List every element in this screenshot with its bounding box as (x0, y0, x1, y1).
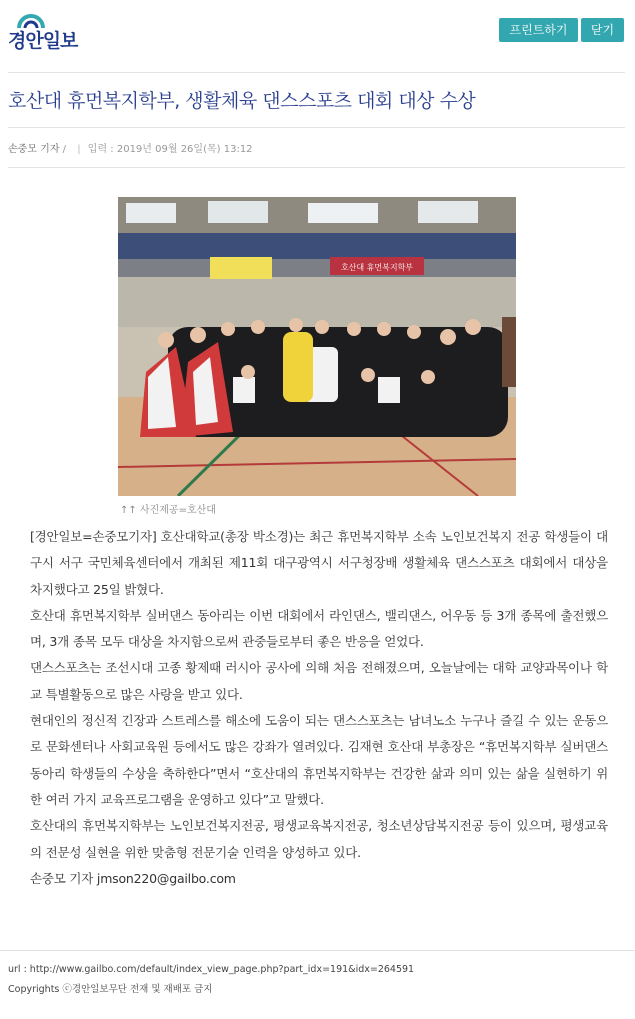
publish-date: 입력 : 2019년 09월 26일(목) 13:12 (87, 144, 253, 155)
article-photo (118, 197, 516, 496)
article-title: 호산대 휴먼복지학부, 생활체육 댄스스포츠 대회 대상 수상 (8, 90, 476, 112)
newspaper-logo[interactable] (8, 8, 88, 52)
body-paragraph: 호산대 휴먼복지학부 실버댄스 동아리는 이번 대회에서 라인댄스, 밸리댄스, 어우동 등 3개 종목에 출전했으며, 3개 종목 모두 대상을 차지함으로써 관중들로부터 좋은 반응을 얻었다. (30, 607, 608, 650)
author-suffix: / (62, 144, 67, 155)
byline-separator: | (77, 144, 81, 155)
article-body (30, 524, 608, 892)
header-divider (8, 72, 625, 73)
group-photo-image (118, 197, 516, 496)
body-paragraph: 댄스스포츠는 조선시대 고종 황제때 러시아 공사에 의해 처음 전해졌으며, 오늘날에는 대학 교양과목이나 학교 특별활동으로 많은 사랑을 받고 있다. (30, 660, 608, 702)
page-footer (8, 960, 414, 1000)
banner-text: 호산대 휴먼복지학부 (340, 263, 414, 272)
author-name: 손중모 기자 (8, 144, 60, 155)
close-button[interactable]: 닫기 (581, 18, 624, 42)
byline-divider (8, 167, 625, 168)
page-header (0, 0, 635, 60)
body-paragraph: [경안일보=손중모기자] 호산대학교(총장 박소경)는 최근 휴먼복지학부 소속 노인보건복지 전공 학생들이 대구시 서구 국민체육센터에서 개최된 제11회 대구광역시 서구청장배 생활체육 댄스스포츠 대회에서 대상을 차지했다고 25일 밝혔다. (30, 529, 608, 597)
print-button[interactable]: 프린트하기 (499, 18, 578, 42)
copyright-notice: Copyrights ⓒ경안일보무단 전재 및 재배포 금지 (8, 984, 213, 995)
logo-text: 경안일보 (8, 30, 78, 52)
body-paragraph: 호산대의 휴먼복지학부는 노인보건복지전공, 평생교육복지전공, 청소년상담복지전공 등이 있으며, 평생교육의 전문성 실현을 위한 맞춤형 전문기술 인력을 양성하고 있다. (30, 818, 608, 860)
title-divider (8, 127, 625, 128)
article-url[interactable]: url : http://www.gailbo.com/default/index_view_page.php?part_idx=191&idx=264591 (8, 964, 415, 975)
reporter-signature: 손중모 기자 jmson220@gailbo.com (30, 870, 236, 886)
byline (8, 140, 253, 155)
photo-caption: ↑↑ 사진제공=호산대 (120, 505, 216, 516)
body-paragraph: 현대인의 정신적 긴장과 스트레스를 해소에 도움이 되는 댄스스포츠는 남녀노소 누구나 즐길 수 있는 운동으로 문화센터나 사회교육원 등에서도 많은 강좌가 열려있다. 김재현 호산대 부총장은 “휴먼복지학부 실버댄스 동아리 학생들의 수상을 축하한다”면서 “호산대의 휴먼복지학부는 건강한 삶과 의미 있는 삶을 실현하기 위한 여러 가지 교육프로그램을 운영하고 있다”고 말했다. (30, 713, 608, 807)
footer-divider (0, 950, 635, 951)
